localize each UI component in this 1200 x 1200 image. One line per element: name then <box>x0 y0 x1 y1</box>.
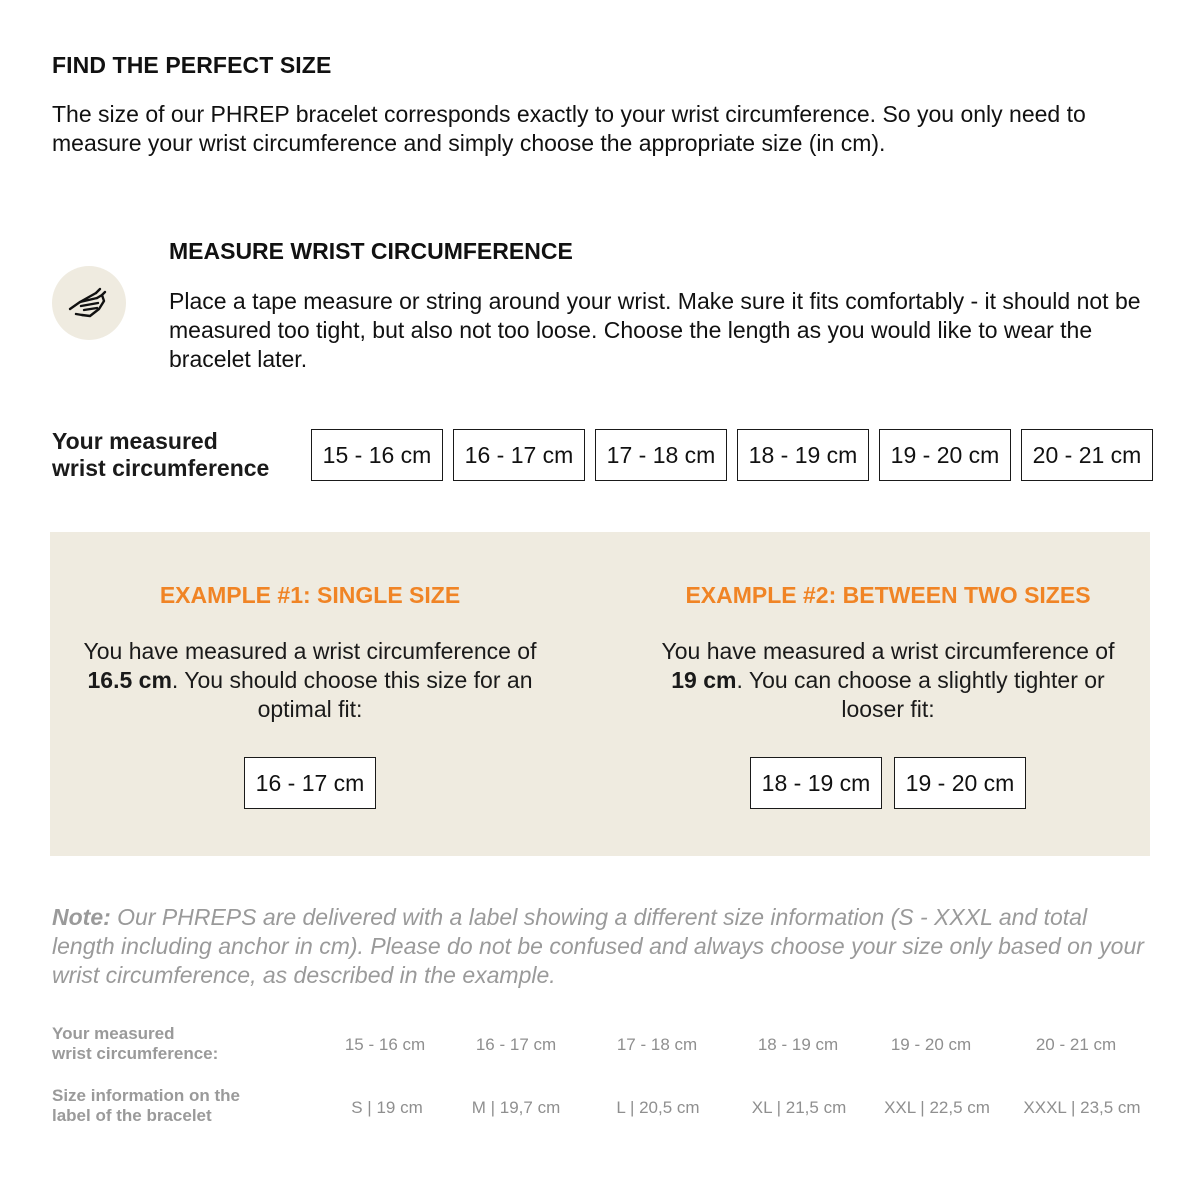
sizes-label-line1: Your measured <box>52 428 218 454</box>
examples-panel <box>50 532 1150 856</box>
example-1-title: EXAMPLE #1: SINGLE SIZE <box>159 582 461 608</box>
intro-text: The size of our PHREP bracelet corresponds exactly to your wrist circumference. So you only need to measure your wrist circumference and simply choose the appropriate size (in cm). <box>52 101 1086 156</box>
note-body: Our PHREPS are delivered with a label showing a different size information (S - XXXL and total length including anchor in cm). Please do not be confused and always choose your size only based on your wrist circumference, as described in the example. <box>52 904 1144 988</box>
hand-icon <box>66 283 112 323</box>
size-options <box>311 429 1153 481</box>
page-title: FIND THE PERFECT SIZE <box>52 52 332 78</box>
table-row2-label <box>52 1086 240 1126</box>
sizes-label <box>52 428 269 482</box>
table-cell-label-size: XL | 21,5 cm <box>751 1098 847 1117</box>
example-2-text-post: . You can choose a slightly tighter or looser fit: <box>736 667 1105 722</box>
hand-icon-circle <box>52 266 126 340</box>
example-2-text-pre: You have measured a wrist circumference of <box>661 638 1115 664</box>
example-1-text-pre: You have measured a wrist circumference of <box>83 638 537 664</box>
table-cell-circumference: 16 - 17 cm <box>475 1035 557 1054</box>
example-1-value: 16.5 cm <box>87 667 172 693</box>
note-label: Note: <box>52 904 111 930</box>
measure-title: MEASURE WRIST CIRCUMFERENCE <box>169 238 573 264</box>
table-cell-circumference: 18 - 19 cm <box>757 1035 839 1054</box>
table-row1-label-line2: wrist circumference: <box>52 1044 219 1063</box>
example-1 <box>50 532 570 809</box>
table-row2-label-line2: label of the bracelet <box>52 1106 212 1125</box>
sizes-label-line2: wrist circumference <box>52 455 270 481</box>
size-option[interactable]: 20 - 21 cm <box>1021 429 1153 481</box>
example-1-text-post: . You should choose this size for an optimal fit: <box>171 667 533 722</box>
example-2-size[interactable]: 18 - 19 cm <box>750 757 882 809</box>
table-cell-label-size: XXXL | 23,5 cm <box>1023 1098 1141 1117</box>
table-cell-circumference: 15 - 16 cm <box>344 1035 426 1054</box>
example-2-size[interactable]: 19 - 20 cm <box>894 757 1026 809</box>
table-cell-label-size: S | 19 cm <box>351 1098 423 1117</box>
size-option[interactable]: 17 - 18 cm <box>595 429 727 481</box>
table-cell-circumference: 20 - 21 cm <box>1035 1035 1117 1054</box>
example-2-sizes <box>628 757 1148 809</box>
example-1-sizes <box>50 757 570 809</box>
example-1-size[interactable]: 16 - 17 cm <box>244 757 376 809</box>
example-2-text <box>653 637 1123 724</box>
example-1-text <box>75 637 545 724</box>
table-cell-label-size: L | 20,5 cm <box>616 1098 700 1117</box>
size-option[interactable]: 18 - 19 cm <box>737 429 869 481</box>
table-cell-label-size: XXL | 22,5 cm <box>884 1098 990 1117</box>
example-2 <box>628 532 1148 809</box>
table-row2-label-line1: Size information on the <box>52 1086 240 1105</box>
table-cell-circumference: 17 - 18 cm <box>616 1035 698 1054</box>
size-option[interactable]: 15 - 16 cm <box>311 429 443 481</box>
table-cell-circumference: 19 - 20 cm <box>890 1035 972 1054</box>
example-2-value: 19 cm <box>671 667 737 693</box>
table-row1-label-line1: Your measured <box>52 1024 175 1043</box>
measure-text: Place a tape measure or string around your wrist. Make sure it fits comfortably - it should not be measured too tight, but also not too loose. Choose the length as you would like to wear the bracelet later. <box>169 288 1141 372</box>
size-option[interactable]: 19 - 20 cm <box>879 429 1011 481</box>
note-text <box>52 903 1152 990</box>
example-2-title: EXAMPLE #2: BETWEEN TWO SIZES <box>685 582 1091 608</box>
table-cell-label-size: M | 19,7 cm <box>471 1098 561 1117</box>
table-row1-label <box>52 1024 218 1064</box>
size-option[interactable]: 16 - 17 cm <box>453 429 585 481</box>
